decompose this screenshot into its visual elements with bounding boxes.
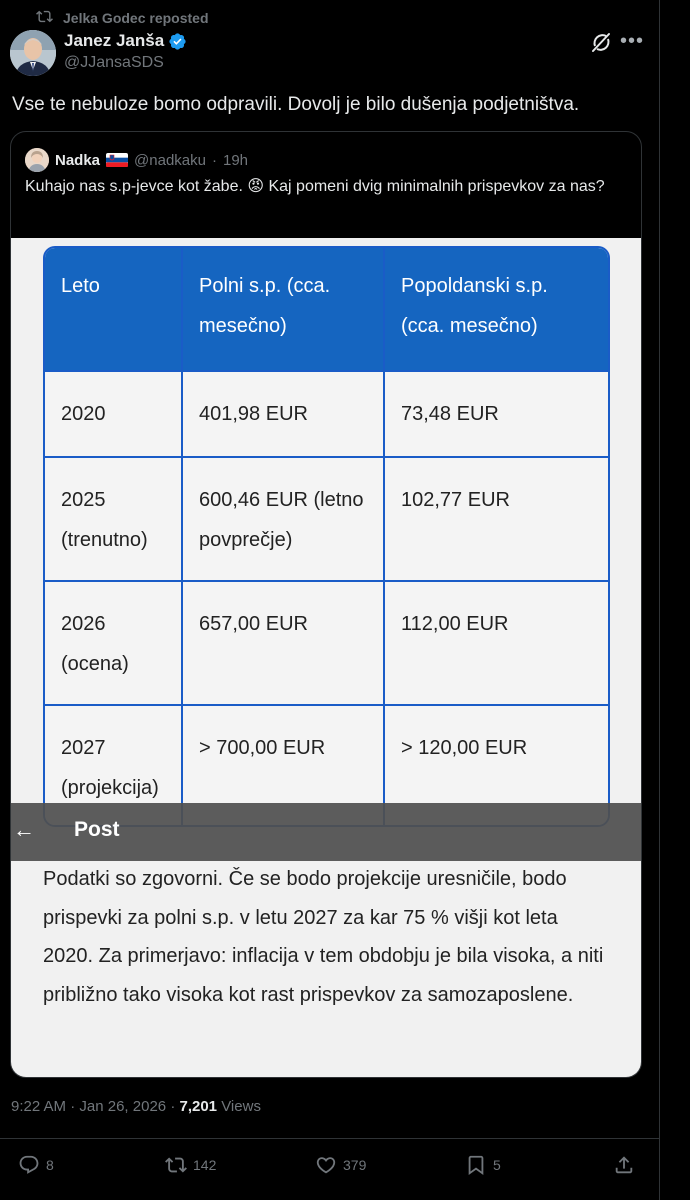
post-meta (11, 1098, 261, 1115)
table-cell: 401,98 EUR (199, 403, 308, 425)
heart-icon (315, 1154, 337, 1176)
quote-avatar (25, 148, 49, 172)
views-label: Views (221, 1098, 261, 1115)
table-cell: 2025 (trenutno) (61, 489, 148, 551)
table-row (45, 456, 608, 580)
quoted-post[interactable] (10, 131, 642, 1078)
post-text: Vse te nebuloze bomo odpravili. Dovolj je bilo dušenja podjetništva. (12, 94, 580, 115)
avatar[interactable] (10, 30, 56, 76)
quote-separator: · (211, 151, 217, 169)
repost-indicator[interactable] (36, 8, 209, 28)
back-arrow-icon: ← (13, 817, 35, 842)
bookmark-button[interactable] (465, 1154, 501, 1176)
like-button[interactable] (315, 1154, 366, 1176)
reply-count: 8 (46, 1157, 54, 1173)
verified-badge-icon (168, 32, 187, 51)
table-header-cell: Polni s.p. (cca. mesečno) (199, 275, 331, 337)
contributions-table (43, 246, 610, 827)
table-header-cell: Leto (61, 275, 100, 297)
author-handle[interactable]: @JJansaSDS (64, 54, 164, 71)
share-icon (613, 1154, 635, 1176)
table-cell: 600,46 EUR (letno povprečje) (199, 489, 364, 551)
author-name-row[interactable] (64, 31, 187, 51)
table-cell: 73,48 EUR (401, 403, 499, 425)
repost-label: Jelka Godec reposted (63, 10, 209, 26)
table-column-divider (383, 248, 385, 827)
table-column-divider (181, 248, 183, 827)
table-cell: 2027 (projekcija) (61, 737, 159, 799)
quote-time: 19h (222, 151, 249, 169)
reply-button[interactable] (18, 1154, 54, 1176)
table-cell: > 120,00 EUR (401, 737, 528, 759)
quote-image[interactable] (11, 238, 641, 1078)
quote-author-name: Nadka (55, 151, 101, 169)
post-time[interactable]: 9:22 AM (11, 1098, 67, 1115)
table-cell: 112,00 EUR (401, 613, 509, 635)
quote-header (25, 148, 248, 172)
table-header-row (45, 248, 608, 370)
post-date[interactable]: Jan 26, 2026 (79, 1098, 167, 1115)
bookmark-icon (465, 1154, 487, 1176)
repost-action-icon (165, 1154, 187, 1176)
table-row (45, 370, 608, 456)
repost-icon (36, 8, 53, 28)
quote-text: Kuhajo nas s.p-jevce kot žabe. 😡 Kaj pomeni dvig minimalnih prispevkov za nas? (25, 178, 605, 195)
table-cell: 2026 (ocena) (61, 613, 129, 675)
meta-separator: · (170, 1098, 176, 1115)
post-nav-bar (11, 803, 641, 861)
share-button[interactable] (613, 1154, 635, 1176)
meta-separator: · (70, 1098, 76, 1115)
author-name[interactable]: Janez Janša (64, 31, 165, 50)
image-paragraph: Podatki so zgovorni. Če se bodo projekcije uresničile, bodo prispevki za polni s.p. v letu 2027 za kar 75 % višji kot leta 2020. Za primerjavo: inflacija v tem obdobju je bila visoka, a niti približno tako visoka kot rast prispevkov za samozaposlene. (43, 868, 604, 1006)
column-border (659, 0, 660, 1200)
table-cell: 102,77 EUR (401, 489, 510, 511)
repost-count: 142 (193, 1157, 217, 1173)
grok-icon[interactable] (589, 30, 613, 54)
table-cell: > 700,00 EUR (199, 737, 326, 759)
slovenia-flag-icon (106, 153, 128, 167)
table-row (45, 580, 608, 704)
reply-icon (18, 1154, 40, 1176)
repost-button[interactable] (165, 1154, 216, 1176)
more-options-icon[interactable]: ••• (620, 30, 645, 52)
nav-title: Post (74, 818, 120, 841)
bookmark-count: 5 (493, 1157, 501, 1173)
quote-author-handle: @nadkaku (134, 151, 206, 169)
table-header-cell: Popoldanski s.p. (cca. mesečno) (401, 275, 548, 337)
table-cell: 2020 (61, 403, 106, 425)
table-cell: 657,00 EUR (199, 613, 308, 635)
actions-divider (0, 1138, 659, 1139)
like-count: 379 (343, 1157, 367, 1173)
views-count: 7,201 (179, 1098, 218, 1115)
